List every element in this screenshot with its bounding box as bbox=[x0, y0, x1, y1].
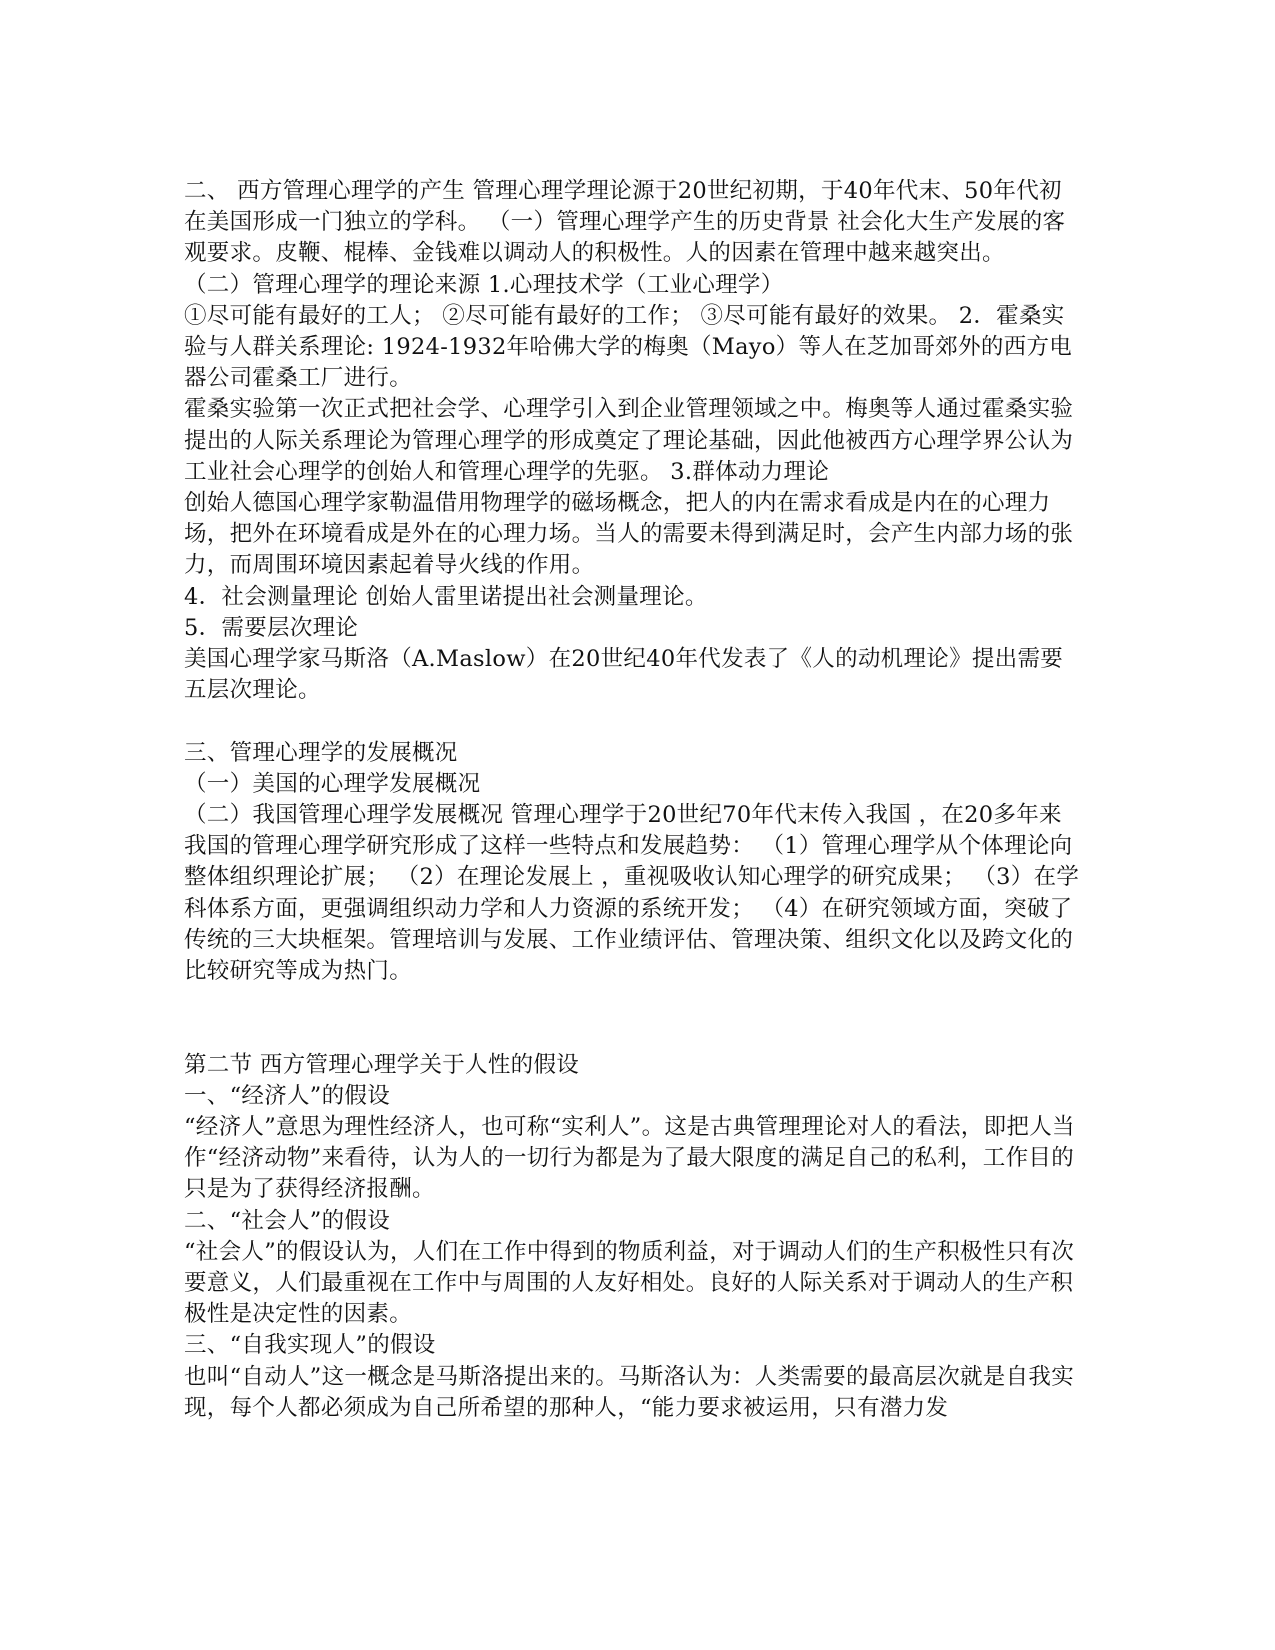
paragraph-lewin: 创始人德国心理学家勒温借用物理学的磁场概念，把人的内在需求看成是内在的心理力场，把外在环境看成是外在的心理力场。当人的需要未得到满足时，会产生内部力场的张力，而周围环境因素起着导火线的作用。 bbox=[184, 490, 1074, 579]
paragraph-us-development: （一）美国的心理学发展概况 bbox=[184, 770, 481, 797]
document-body bbox=[184, 176, 1084, 1424]
paragraph-hawthorne-significance: 霍桑实验第一次正式把社会学、心理学引入到企业管理领域之中。梅奥等人通过霍桑实验提出的人际关系理论为管理心理学的形成奠定了理论基础，因此他被西方心理学界公认为工业社会心理学的创始人和管理心理学的先驱。 3.群体动力理论 bbox=[184, 396, 1074, 485]
blank-line bbox=[184, 706, 1084, 737]
blank-lines bbox=[184, 987, 1084, 1049]
paragraph-theory-sources: （二）管理心理学的理论来源 1.心理技术学（工业心理学） bbox=[184, 271, 784, 298]
paragraph-maslow: 美国心理学家马斯洛（A.Maslow）在20世纪40年代发表了《人的动机理论》提出需要五层次理论。 bbox=[184, 646, 1064, 704]
section-heading-human-nature: 第二节 西方管理心理学关于人性的假设 bbox=[184, 1051, 580, 1078]
paragraph-self-actualizing-man: 也叫“自动人”这一概念是马斯洛提出来的。马斯洛认为：人类需要的最高层次就是自我实现，每个人都必须成为自己所希望的那种人，“能力要求被运用，只有潜力发 bbox=[184, 1363, 1075, 1421]
heading-self-actualizing-man: 三、“自我实现人”的假设 bbox=[184, 1332, 436, 1359]
paragraph-needs-heading: 5．需要层次理论 bbox=[184, 614, 359, 641]
section-heading-development: 三、管理心理学的发展概况 bbox=[184, 739, 458, 766]
heading-economic-man: 一、“经济人”的假设 bbox=[184, 1082, 391, 1109]
paragraph-social-man: “社会人”的假设认为，人们在工作中得到的物质利益，对于调动人们的生产积极性只有次要意义，人们最重视在工作中与周围的人友好相处。良好的人际关系对于调动人的生产积极性是决定性的因素。 bbox=[184, 1238, 1075, 1328]
paragraph-western-origin: 二、 西方管理心理学的产生 管理心理学理论源于20世纪初期，于40年代末、50年代初在美国形成一门独立的学科。 （一）管理心理学产生的历史背景 社会化大生产发展的客观要求。皮鞭、棍棒、金钱难以调动人的积极性。人的因素在管理中越来越突出。 bbox=[184, 178, 1066, 267]
paragraph-sociometry: 4．社会测量理论 创始人雷里诺提出社会测量理论。 bbox=[184, 583, 708, 610]
paragraph-hawthorne: ①尽可能有最好的工人； ②尽可能有最好的工作； ③尽可能有最好的效果。 2．霍桑实验与人群关系理论: 1924-1932年哈佛大学的梅奥（Mayo）等人在芝加哥郊外的西方电器公司霍桑工厂进行。 bbox=[184, 302, 1073, 392]
paragraph-china-development: （二）我国管理心理学发展概况 管理心理学于20世纪70年代末传入我国 ，在20多年来我国的管理心理学研究形成了这样一些特点和发展趋势： （1）管理心理学从个体理论向整体组织理论扩展； （2）在理论发展上 ，重视吸收认知心理学的研究成果； （3）在学科体系方面，更强调组织动力学和人力资源的系统开发； （4）在研究领域方面，突破了传统的三大块框架。管理培训与发展、工作业绩评估、管理决策、组织文化以及跨文化的比较研究等成为热门。 bbox=[184, 802, 1080, 985]
heading-social-man: 二、“社会人”的假设 bbox=[184, 1207, 391, 1234]
paragraph-economic-man: “经济人”意思为理性经济人，也可称“实利人”。这是古典管理理论对人的看法，即把人当作“经济动物”来看待，认为人的一切行为都是为了最大限度的满足自己的私利，工作目的只是为了获得经济报酬。 bbox=[184, 1114, 1075, 1203]
